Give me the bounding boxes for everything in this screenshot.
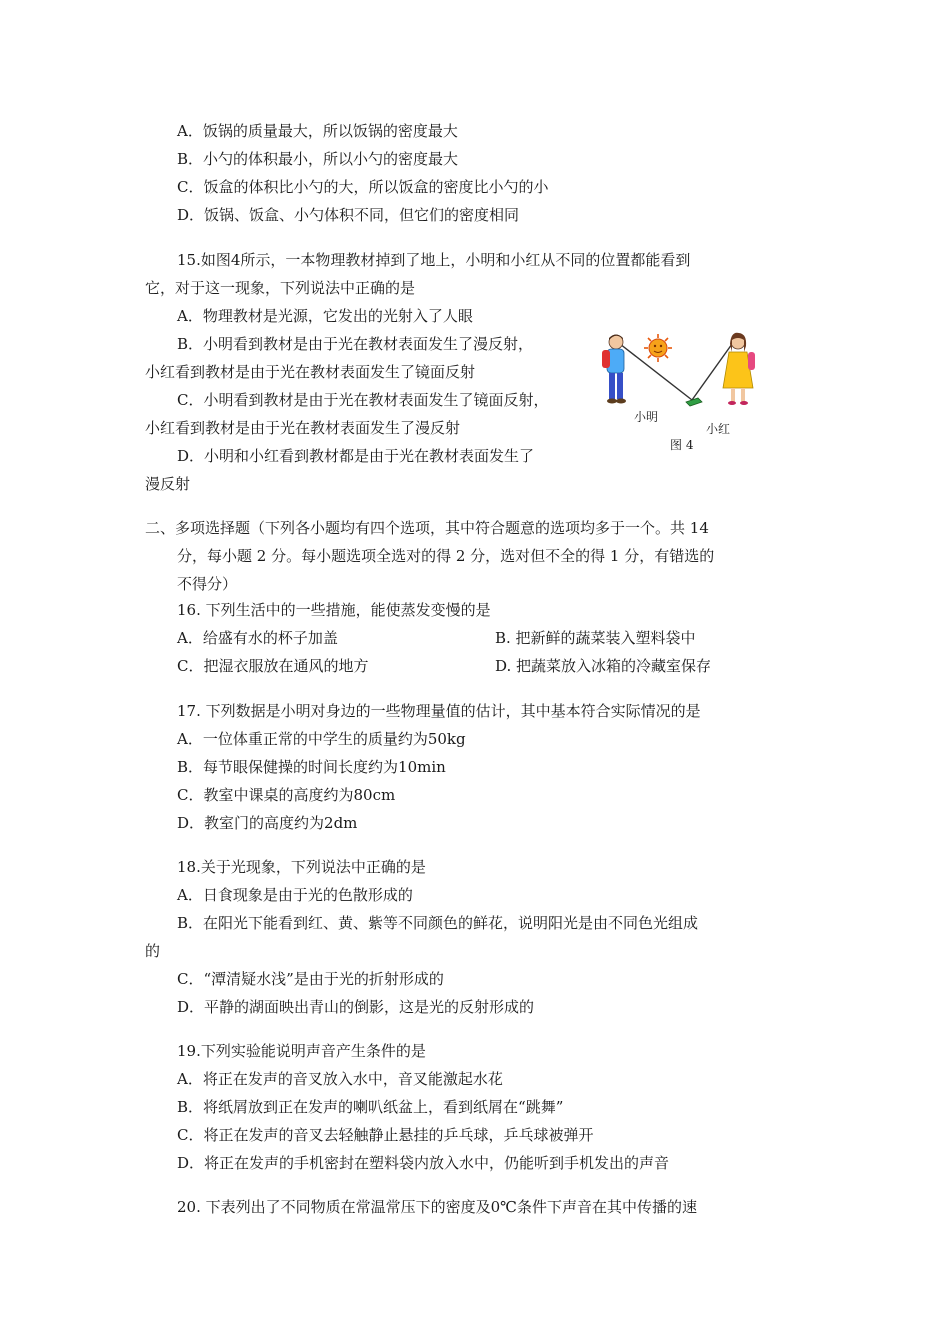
q15-option-c-line1: C．小明看到教材是由于光在教材表面发生了镜面反射， <box>177 391 549 409</box>
sun-icon <box>644 334 672 362</box>
q16-option-b: B. 把新鲜的蔬菜装入塑料袋中 <box>495 629 696 647</box>
q16-stem: 16. 下列生活中的一些措施，能使蒸发变慢的是 <box>177 601 491 619</box>
textbook-icon <box>686 398 702 406</box>
q18-stem: 18.关于光现象，下列说法中正确的是 <box>177 858 426 876</box>
q19-stem: 19.下列实验能说明声音产生条件的是 <box>177 1042 426 1060</box>
q17-option-c: C．教室中课桌的高度约为80cm <box>177 786 396 804</box>
q18-option-b-line2: 的 <box>145 942 161 960</box>
q18-option-c: C．“潭清疑水浅”是由于光的折射形成的 <box>177 970 444 988</box>
q19-option-b: B．将纸屑放到正在发声的喇叭纸盆上，看到纸屑在“跳舞” <box>177 1098 564 1116</box>
q16-option-c: C．把湿衣服放在通风的地方 <box>177 657 369 675</box>
q18-option-a: A．日食现象是由于光的色散形成的 <box>177 886 413 904</box>
q19-option-d: D．将正在发声的手机密封在塑料袋内放入水中，仍能听到手机发出的声音 <box>177 1154 670 1172</box>
q14-option-a: A．饭锅的质量最大，所以饭锅的密度最大 <box>177 122 458 140</box>
figure-caption: 图 4 <box>670 438 694 452</box>
q15-option-a: A．物理教材是光源，它发出的光射入了人眼 <box>177 307 473 325</box>
q17-option-b: B．每节眼保健操的时间长度约为10min <box>177 758 446 776</box>
q14-option-c: C．饭盒的体积比小勺的大，所以饭盒的密度比小勺的小 <box>177 178 549 196</box>
section2-heading-line1: 二、多项选择题（下列各小题均有四个选项，其中符合题意的选项均多于一个。共 14 <box>145 519 709 537</box>
section2-heading-line3: 不得分） <box>177 575 238 593</box>
q15-option-d-line2: 漫反射 <box>145 475 191 493</box>
girl-figure-icon <box>723 333 755 405</box>
q17-option-a: A．一位体重正常的中学生的质量约为50kg <box>177 730 466 748</box>
q15-option-b-line1: B．小明看到教材是由于光在教材表面发生了漫反射， <box>177 335 534 353</box>
figure-label-xiaohong: 小红 <box>706 422 731 436</box>
q14-option-b: B．小勺的体积最小，所以小勺的密度最大 <box>177 150 459 168</box>
q15-option-d-line1: D．小明和小红看到教材都是由于光在教材表面发生了 <box>177 447 535 465</box>
q20-stem: 20. 下表列出了不同物质在常温常压下的密度及0℃条件下声音在其中传播的速 <box>177 1198 697 1216</box>
q15-option-b-line2: 小红看到教材是由于光在教材表面发生了镜面反射 <box>145 363 476 381</box>
q15-stem-line2: 它，对于这一现象，下列说法中正确的是 <box>145 279 416 297</box>
q19-option-c: C．将正在发声的音叉去轻触静止悬挂的乒乓球，乒乓球被弹开 <box>177 1126 594 1144</box>
q14-option-d: D．饭锅、饭盒、小勺体积不同，但它们的密度相同 <box>177 206 520 224</box>
q16-option-d: D. 把蔬菜放入冰箱的冷藏室保存 <box>495 657 712 675</box>
q17-stem: 17. 下列数据是小明对身边的一些物理量值的估计，其中基本符合实际情况的是 <box>177 702 701 720</box>
boy-figure-icon <box>602 335 626 404</box>
q15-stem-line1: 15.如图4所示，一本物理教材掉到了地上，小明和小红从不同的位置都能看到 <box>177 251 691 269</box>
section2-heading-line2: 分，每小题 2 分。每小题选项全选对的得 2 分，选对但不全的得 1 分，有错选的 <box>177 547 715 565</box>
q16-option-a: A．给盛有水的杯子加盖 <box>177 629 338 647</box>
q18-option-b-line1: B．在阳光下能看到红、黄、紫等不同颜色的鲜花，说明阳光是由不同色光组成 <box>177 914 699 932</box>
q17-option-d: D．教室门的高度约为2dm <box>177 814 358 832</box>
q18-option-d: D．平静的湖面映出青山的倒影，这是光的反射形成的 <box>177 998 535 1016</box>
figure-label-xiaoming: 小明 <box>634 410 659 424</box>
q19-option-a: A．将正在发声的音叉放入水中，音叉能激起水花 <box>177 1070 503 1088</box>
figure-4-illustration <box>598 330 768 430</box>
q15-option-c-line2: 小红看到教材是由于光在教材表面发生了漫反射 <box>145 419 461 437</box>
figure-4 <box>598 330 768 455</box>
